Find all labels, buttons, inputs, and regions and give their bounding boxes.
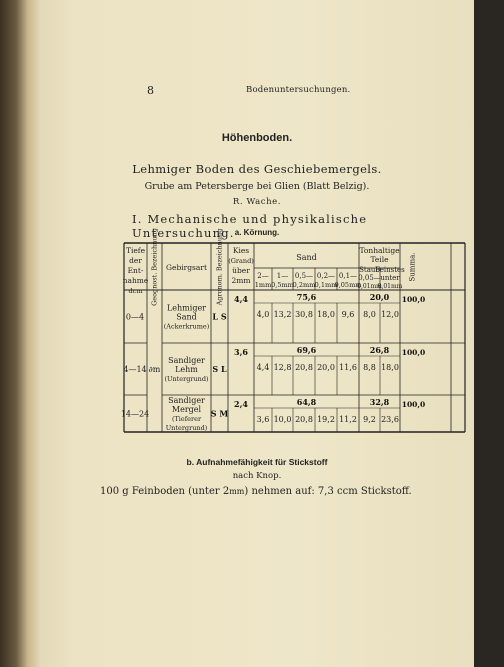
page-title: Höhenboden. — [221, 132, 293, 144]
row-sand-total: 75,6 — [296, 292, 317, 302]
header-ton-col: 0,01mm — [377, 283, 403, 290]
header-agronom: Agronom. Bezeichnung — [215, 228, 224, 306]
header-sand-col: 0,2— — [316, 272, 336, 280]
page-number: 8 — [147, 84, 154, 97]
row-ton-value: 9,2 — [363, 415, 376, 424]
row-gebirgsart: Lehm — [175, 365, 198, 374]
row-gebirgsart: Mergel — [171, 405, 202, 414]
header-gebirgsart: Gebirgsart — [166, 263, 207, 272]
header-tiefe: der — [129, 256, 142, 265]
header-kies: über — [232, 266, 250, 275]
location-line: Grube am Petersberge bei Glien (Blatt Belzig). — [144, 181, 370, 192]
header-sand: Sand — [296, 253, 317, 262]
nitrogen-sentence-pre: 100 g Feinboden (unter 2 — [100, 486, 230, 497]
header-ton-col: unter — [380, 274, 400, 282]
row-agronom: S M — [210, 408, 229, 419]
row-sand-value: 4,4 — [256, 363, 270, 372]
row-sand-value: 19,2 — [317, 415, 335, 424]
row-gebirgsart: Sandiger — [168, 356, 205, 365]
header-ton-col: Feinstes — [375, 266, 405, 274]
header-sand-col-unit: 0,2mm — [292, 281, 316, 289]
header-sand-col-unit: 1mm — [254, 281, 272, 289]
nitrogen-sentence-post: ) nehmen auf: 7,3 ccm Stickstoff. — [244, 486, 412, 497]
row-sand-value: 20,0 — [317, 363, 335, 372]
header-tonhaltige: Teile — [370, 255, 389, 264]
row-gebirgsart: (Untergrund) — [164, 375, 209, 383]
header-tiefe: Tiefe — [125, 246, 146, 255]
row-sand-value: 4,0 — [256, 310, 270, 319]
row-sand-total: 64,8 — [296, 397, 317, 407]
header-tonhaltige: Tonhaltige — [359, 246, 400, 255]
header-sand-col-unit: 0,5mm — [271, 281, 294, 289]
row-agronom: S L — [212, 364, 227, 374]
row-tiefe: 0—4 — [125, 312, 145, 322]
nitrogen-sentence-unit: mm — [229, 487, 245, 496]
book-edge-right — [474, 0, 504, 667]
row-ton-value: 12,0 — [381, 310, 399, 319]
row-sand-value: 12,8 — [273, 363, 292, 372]
row-summa: 100,0 — [401, 348, 426, 357]
running-head: Bodenuntersuchungen. — [246, 85, 351, 95]
header-sand-col-unit: 0,05mm — [334, 281, 362, 289]
row-geognost: ∂m — [148, 365, 161, 374]
row-sand-value: 18,0 — [317, 310, 335, 319]
row-sand-value: 3,6 — [256, 415, 270, 424]
header-sand-col: 2— — [257, 272, 269, 280]
row-sand-value: 20,8 — [295, 415, 313, 424]
row-sand-value: 10,0 — [273, 415, 292, 424]
header-kies: (Grand) — [228, 257, 254, 265]
row-gebirgsart: (Ackerkrume) — [163, 322, 210, 331]
row-summa: 100,0 — [401, 295, 426, 304]
row-sand-value: 9,6 — [341, 310, 355, 319]
header-tiefe: nahme — [122, 276, 149, 285]
row-ton-value: 8,0 — [363, 310, 376, 319]
author-line: R. Wache. — [232, 197, 282, 207]
row-gebirgsart: Sand — [176, 312, 197, 322]
row-tiefe: 14—24 — [120, 409, 150, 419]
header-kies: Kies — [232, 246, 250, 255]
grain-size-table — [40, 0, 474, 667]
subsection-title: a. Körnung. — [234, 228, 280, 237]
header-geognost: Geognost. Bezeichnung — [150, 228, 159, 306]
row-summa: 100,0 — [401, 400, 426, 409]
row-ton-value: 23,6 — [381, 415, 399, 424]
row-sand-value: 20,8 — [295, 363, 313, 372]
row-sand-value: 30,8 — [295, 310, 313, 319]
section-title: I. Mechanische und physikalische Untersuchung. — [132, 212, 368, 240]
header-tiefe: Ent- — [127, 266, 144, 275]
header-ton-col: 0,01mm — [357, 283, 382, 290]
row-agronom: L S — [212, 311, 227, 322]
header-tiefe: dcm — [128, 287, 143, 295]
row-ton-total: 26,8 — [369, 345, 390, 355]
row-tiefe: 4—14 — [123, 365, 147, 374]
subtitle: Lehmiger Boden des Geschiebemergels. — [132, 162, 382, 176]
header-ton-col: 0,05— — [358, 274, 381, 282]
row-kies: 3,6 — [234, 347, 248, 357]
header-ton-col: Staub — [359, 266, 380, 274]
header-sand-col-unit: 0,1mm — [314, 281, 338, 289]
row-ton-value: 8,8 — [363, 363, 376, 372]
book-edge-left — [0, 0, 40, 667]
row-gebirgsart: (Tieferer — [171, 415, 202, 423]
header-sand-col: 1— — [276, 272, 289, 280]
row-gebirgsart: Sandiger — [168, 396, 205, 405]
section-b-author: nach Knop. — [232, 471, 282, 481]
row-ton-total: 20,0 — [369, 292, 390, 302]
row-gebirgsart: Untergrund) — [165, 424, 208, 432]
section-b-title: b. Aufnahmefähigkeit für Stickstoff — [186, 457, 328, 467]
row-ton-total: 32,8 — [369, 397, 390, 407]
row-sand-value: 11,2 — [339, 415, 357, 424]
header-sand-col: 0,1— — [338, 272, 358, 280]
book-page — [40, 0, 474, 667]
row-kies: 4,4 — [234, 294, 248, 304]
row-ton-value: 18,0 — [381, 363, 399, 372]
row-sand-value: 13,2 — [273, 310, 292, 319]
header-kies: 2mm — [231, 276, 251, 285]
nitrogen-sentence — [100, 486, 412, 497]
row-sand-total: 69,6 — [296, 345, 317, 355]
row-sand-value: 11,6 — [339, 363, 357, 372]
header-sand-col: 0,5— — [294, 272, 314, 280]
row-kies: 2,4 — [234, 399, 248, 409]
row-gebirgsart: Lehmiger — [166, 303, 207, 313]
header-summa: Summa. — [408, 252, 417, 282]
